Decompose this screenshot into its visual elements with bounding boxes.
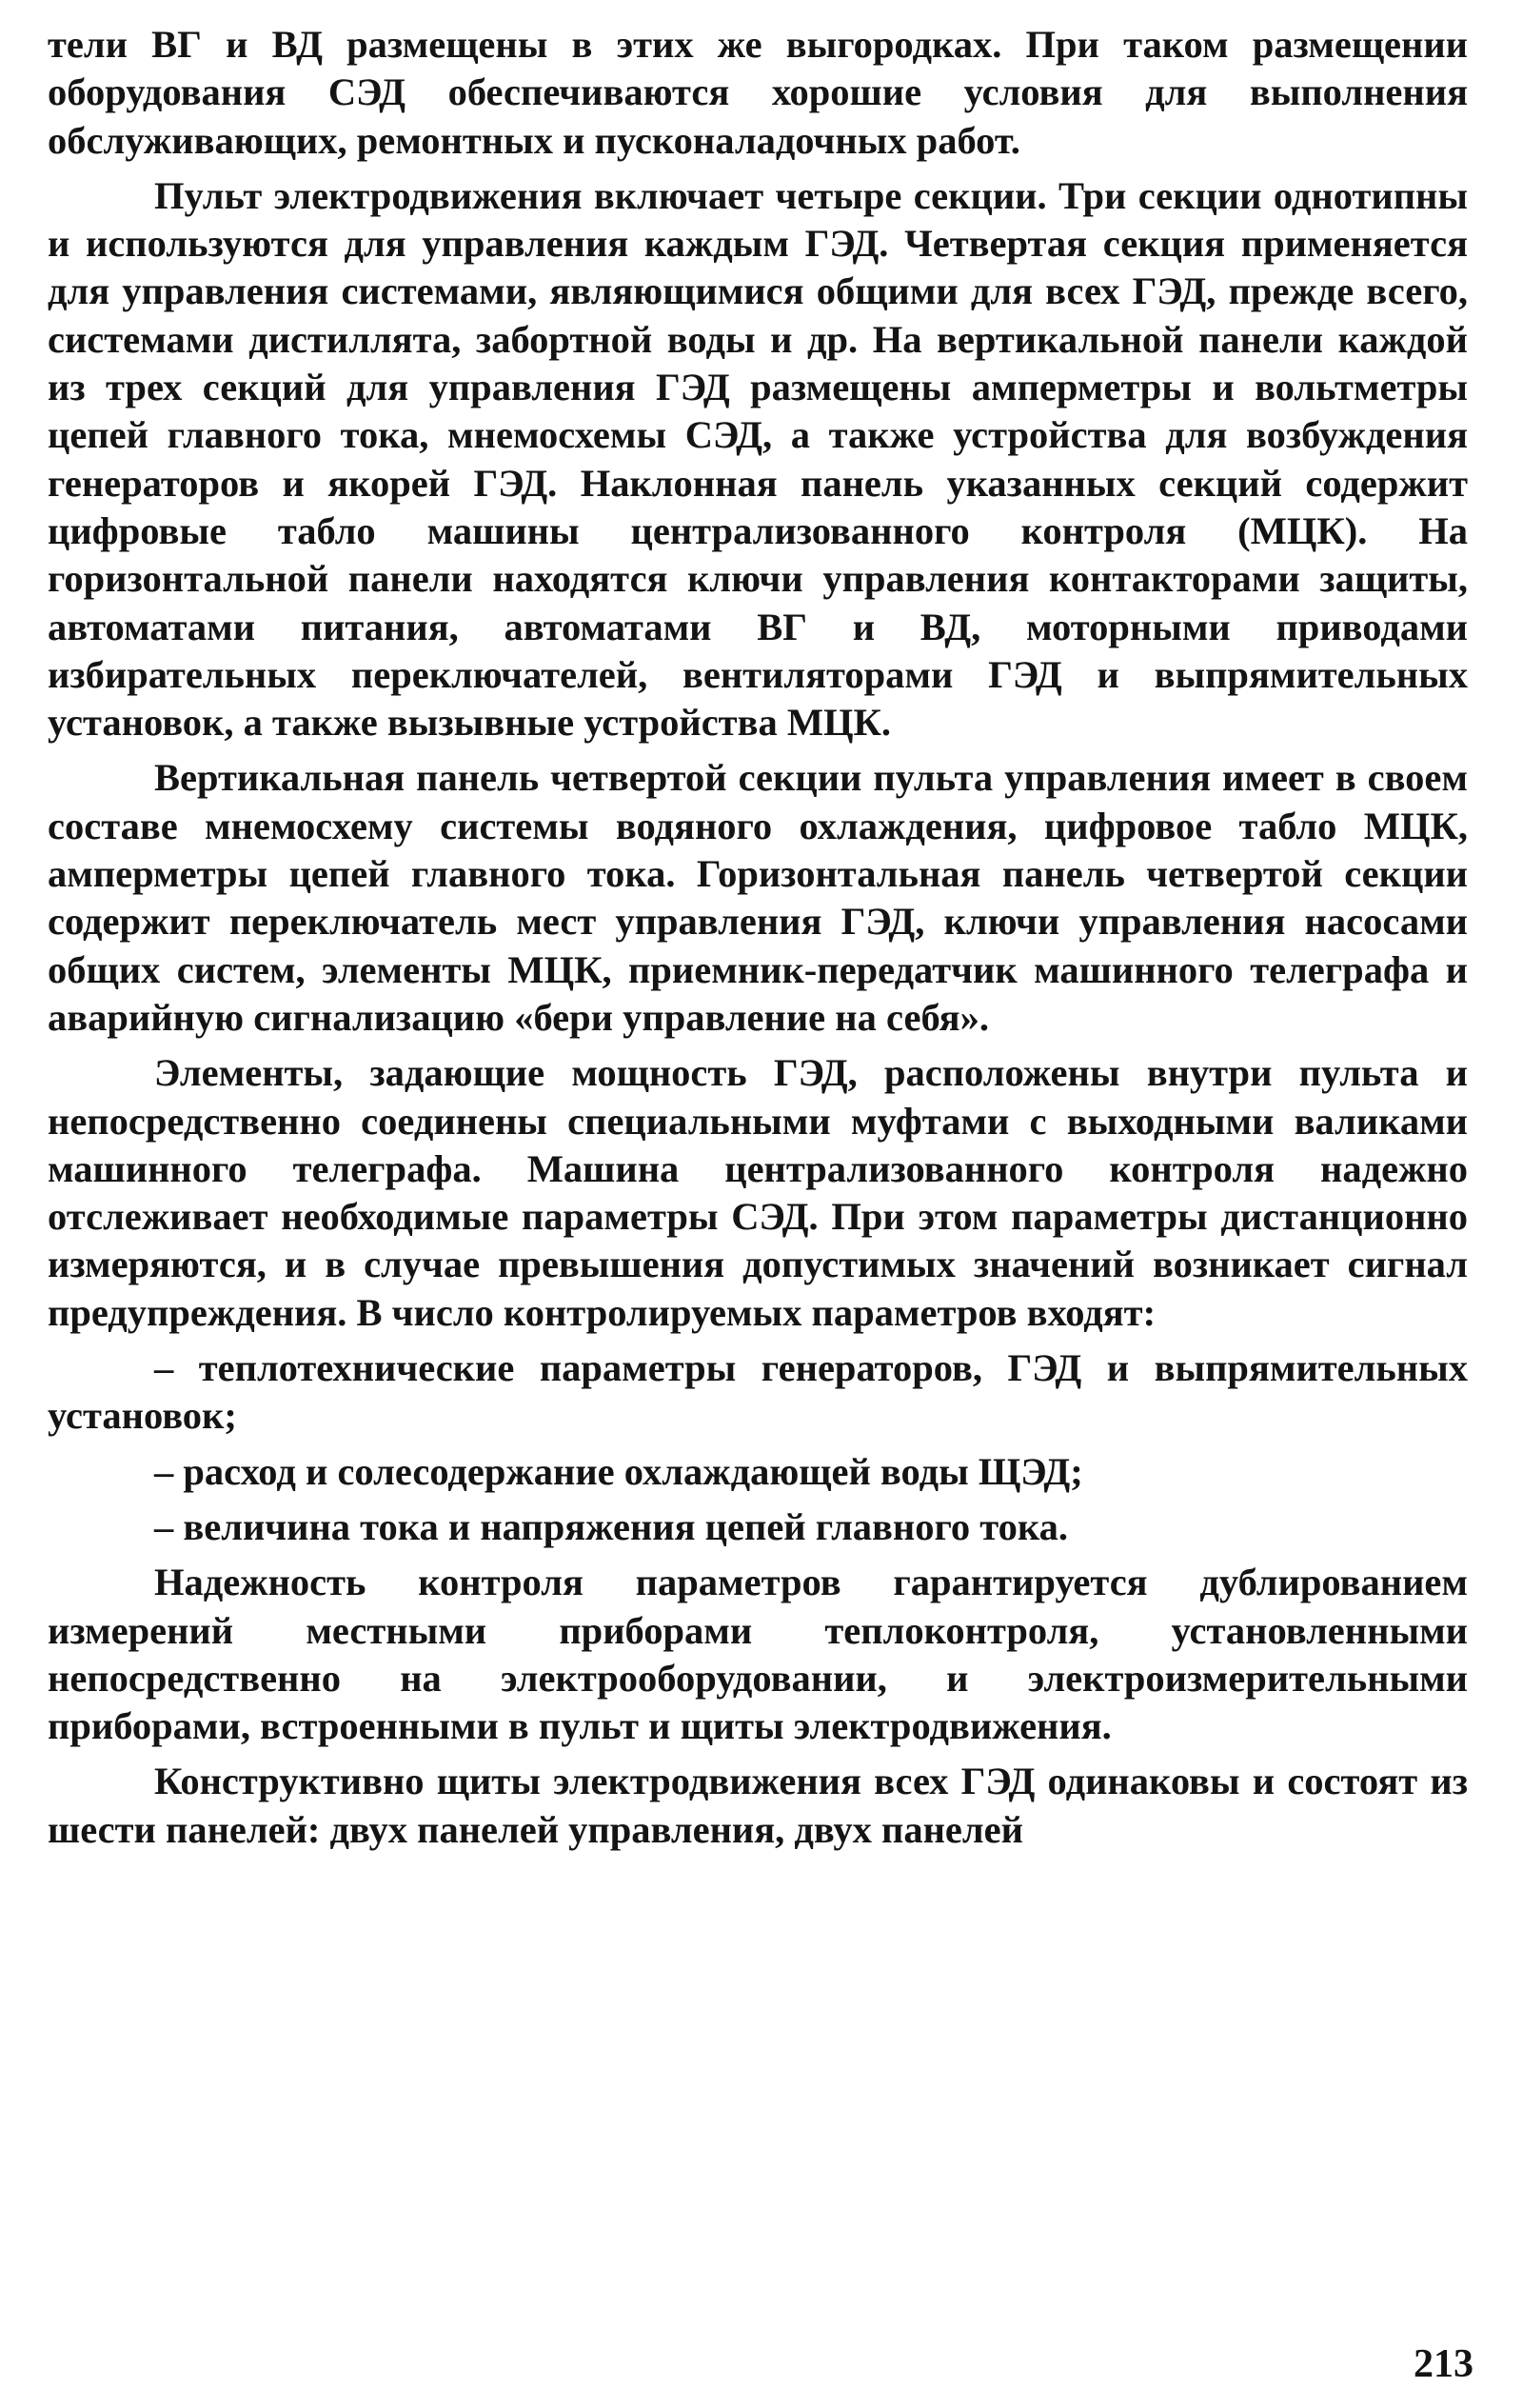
- page-number: 213: [1414, 2342, 1474, 2386]
- list-item: – расход и солесодержание охлаждающей воды ЩЭД;: [154, 1449, 1083, 1493]
- paragraph-continuation: тели ВГ и ВД размещены в этих же выгородках. При таком размещении оборудования СЭД обеспечиваются хорошие условия для выполнения обслуживающих, ремонтных и пусконаладочных работ.: [48, 23, 1468, 162]
- page-body: [48, 21, 1468, 1861]
- paragraph-construction: Конструктивно щиты электродвижения всех ГЭД одинаковы и состоят из шести панелей: двух панелей управления, двух панелей: [48, 1760, 1468, 1851]
- list-item: – величина тока и напряжения цепей главного тока.: [154, 1504, 1068, 1548]
- paragraph-fourth-section: Вертикальная панель четвертой секции пульта управления имеет в своем составе мнемосхему системы водяного охлаждения, цифровое табло МЦК, амперметры цепей главного тока. Горизонтальная панель четвертой секции содержит переключатель мест управления ГЭД, ключи управления насосами общих систем, элементы МЦК, приемник-передатчик машинного телеграфа и аварийную сигнализацию «бери управление на себя».: [48, 756, 1468, 1039]
- paragraph-control-console: Пульт электродвижения включает четыре секции. Три секции однотипны и используются для управления каждым ГЭД. Четвертая секция применяется для управления системами, являющимися общими для всех ГЭД, прежде всего, системами дистиллята, забортной воды и др. На вертикальной панели каждой из трех секций для управления ГЭД размещены амперметры и вольтметры цепей главного тока, мнемосхемы СЭД, а также устройства для возбуждения генераторов и якорей ГЭД. Наклонная панель указанных секций содержит цифровые табло машины централизованного контроля (МЦК). На горизонтальной панели находятся ключи управления контакторами защиты, автоматами питания, автоматами ВГ и ВД, моторными приводами избирательных переключателей, вентиляторами ГЭД и выпрямительных установок, а также вызывные устройства МЦК.: [48, 173, 1468, 745]
- paragraph-reliability: Надежность контроля параметров гарантируется дублированием измерений местными приборами теплоконтроля, установленными непосредственно на электрооборудовании, и электроизмерительными приборами, встроенными в пульт и щиты электродвижения.: [48, 1561, 1468, 1748]
- list-item: – теплотехнические параметры генераторов, ГЭД и выпрямительных установок;: [48, 1346, 1468, 1438]
- paragraph-power-elements: Элементы, задающие мощность ГЭД, расположены внутри пульта и непосредственно соединены специальными муфтами с выходными валиками машинного телеграфа. Машина централизованного контроля надежно отслеживает необходимые параметры СЭД. При этом параметры дистанционно измеряются, и в случае превышения допустимых значений возникает сигнал предупреждения. В число контролируемых параметров входят:: [48, 1051, 1468, 1334]
